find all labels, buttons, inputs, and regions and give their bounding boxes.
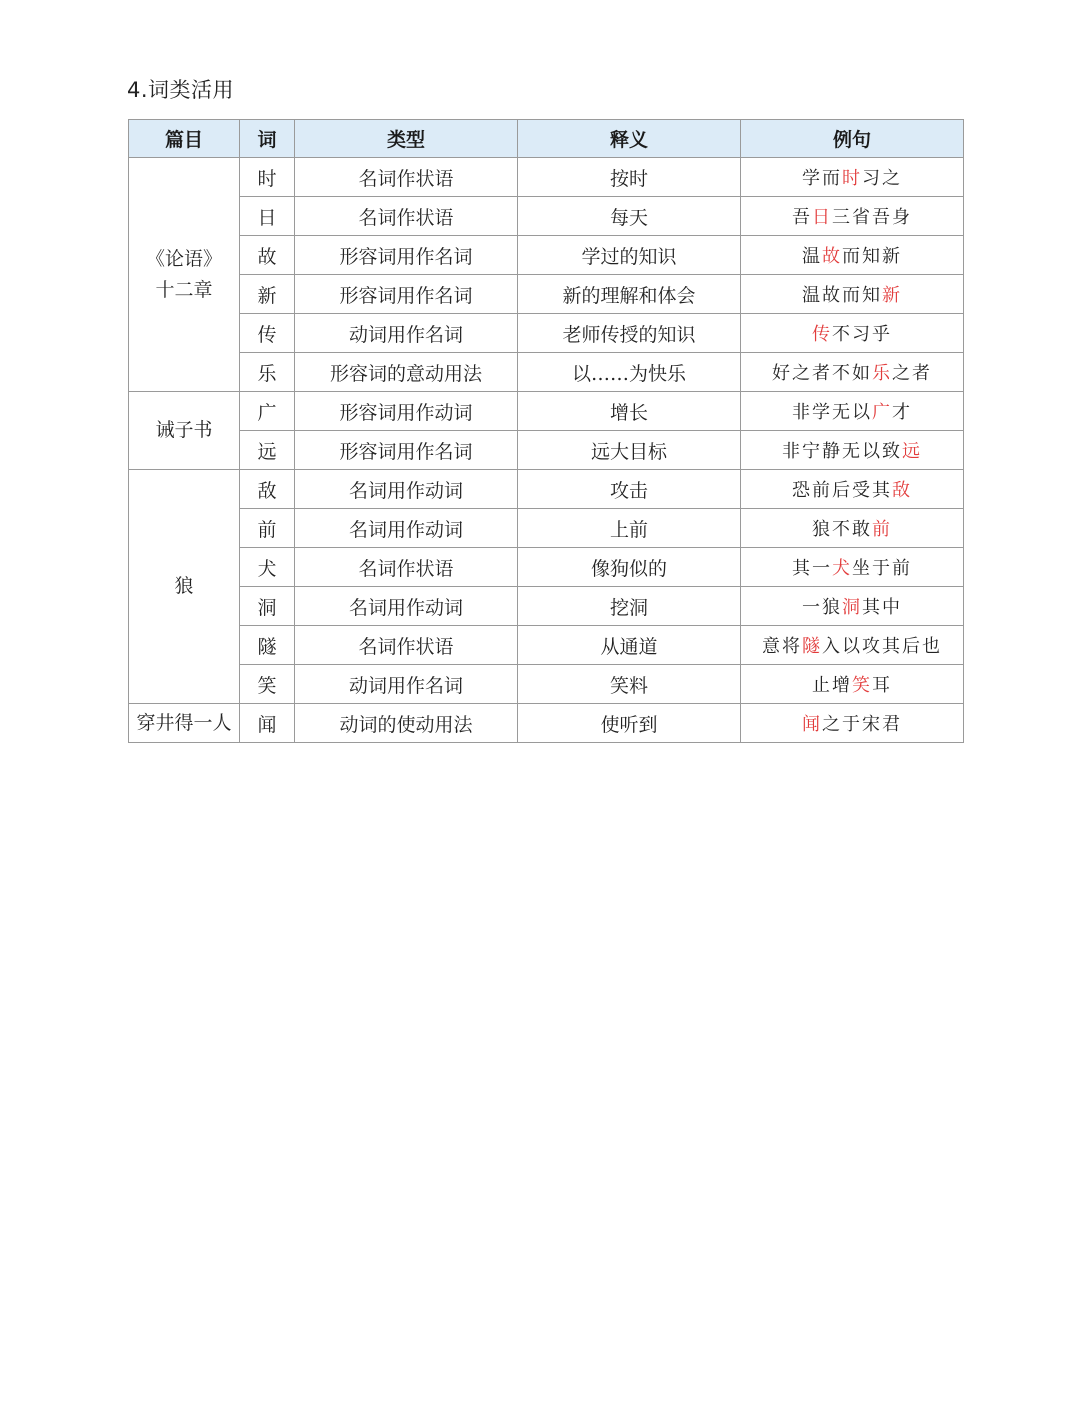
type-cell: 动词的使动用法 — [295, 704, 518, 743]
example-text-before: 狼不敢 — [812, 519, 872, 540]
type-cell: 动词用作名词 — [295, 665, 518, 704]
example-cell — [741, 548, 964, 587]
example-highlight-word: 乐 — [872, 363, 892, 384]
word-cell: 故 — [240, 236, 295, 275]
type-cell: 名词作状语 — [295, 197, 518, 236]
table-row — [129, 158, 964, 197]
example-cell — [741, 626, 964, 665]
example-text-after: 坐于前 — [852, 558, 912, 579]
type-cell: 名词作状语 — [295, 626, 518, 665]
meaning-cell: 从通道 — [518, 626, 741, 665]
example-text-after: 而知新 — [842, 246, 902, 267]
word-cell: 笑 — [240, 665, 295, 704]
example-cell — [741, 197, 964, 236]
example-text-after: 习之 — [862, 168, 902, 189]
example-highlight-word: 日 — [812, 207, 832, 228]
word-cell: 前 — [240, 509, 295, 548]
example-text-after: 其中 — [862, 597, 902, 618]
example-cell — [741, 704, 964, 743]
word-cell: 敌 — [240, 470, 295, 509]
example-text-after: 耳 — [872, 675, 892, 696]
table-row — [129, 587, 964, 626]
type-cell: 动词用作名词 — [295, 314, 518, 353]
chapter-line: 狼 — [174, 575, 194, 597]
header-word: 词 — [240, 120, 295, 158]
example-text-after: 才 — [892, 402, 912, 423]
example-text-before: 温 — [802, 246, 822, 267]
word-cell: 广 — [240, 392, 295, 431]
example-cell — [741, 509, 964, 548]
example-text-after: 之者 — [892, 363, 932, 384]
meaning-cell: 老师传授的知识 — [518, 314, 741, 353]
example-cell — [741, 470, 964, 509]
example-cell — [741, 353, 964, 392]
table-row — [129, 431, 964, 470]
table-row — [129, 626, 964, 665]
example-highlight-word: 笑 — [852, 675, 872, 696]
example-text-before: 学而 — [802, 168, 842, 189]
table-row — [129, 548, 964, 587]
example-text-after: 不习乎 — [832, 324, 892, 345]
example-text-before: 吾 — [792, 207, 812, 228]
table-row — [129, 275, 964, 314]
word-class-table — [128, 119, 964, 743]
chapter-cell — [129, 158, 240, 392]
table-row — [129, 509, 964, 548]
meaning-cell: 以……为快乐 — [518, 353, 741, 392]
word-cell: 日 — [240, 197, 295, 236]
example-highlight-word: 敌 — [892, 480, 912, 501]
table-header-row — [129, 120, 964, 158]
meaning-cell: 上前 — [518, 509, 741, 548]
table-row — [129, 197, 964, 236]
table-row — [129, 704, 964, 743]
type-cell: 名词用作动词 — [295, 587, 518, 626]
chapter-line: 十二章 — [155, 278, 213, 301]
meaning-cell: 像狗似的 — [518, 548, 741, 587]
type-cell: 名词作状语 — [295, 548, 518, 587]
example-highlight-word: 洞 — [842, 597, 862, 618]
example-text-after: 三省吾身 — [832, 207, 912, 228]
meaning-cell: 增长 — [518, 392, 741, 431]
chapter-line: 诫子书 — [155, 419, 213, 441]
example-text-before: 意将 — [762, 636, 802, 657]
example-cell — [741, 665, 964, 704]
example-cell — [741, 236, 964, 275]
word-cell: 乐 — [240, 353, 295, 392]
type-cell: 形容词用作名词 — [295, 275, 518, 314]
table-row — [129, 314, 964, 353]
example-text-before: 一狼 — [802, 597, 842, 618]
example-text-before: 温故而知 — [802, 285, 882, 306]
word-cell: 时 — [240, 158, 295, 197]
word-cell: 洞 — [240, 587, 295, 626]
type-cell: 名词作状语 — [295, 158, 518, 197]
type-cell: 形容词用作名词 — [295, 236, 518, 275]
example-cell — [741, 158, 964, 197]
header-meaning: 释义 — [518, 120, 741, 158]
example-highlight-word: 广 — [872, 402, 892, 423]
word-cell: 远 — [240, 431, 295, 470]
example-cell — [741, 392, 964, 431]
table-row — [129, 236, 964, 275]
example-text-before: 其一 — [792, 558, 832, 579]
chapter-line: 穿井得一人 — [136, 711, 232, 734]
word-cell: 新 — [240, 275, 295, 314]
type-cell: 形容词的意动用法 — [295, 353, 518, 392]
meaning-cell: 学过的知识 — [518, 236, 741, 275]
example-cell — [741, 314, 964, 353]
example-highlight-word: 隧 — [802, 636, 822, 657]
example-text-before: 非宁静无以致 — [782, 441, 902, 462]
example-highlight-word: 犬 — [832, 558, 852, 579]
type-cell: 名词用作动词 — [295, 509, 518, 548]
chapter-cell — [129, 704, 240, 743]
type-cell: 形容词用作名词 — [295, 431, 518, 470]
word-cell: 闻 — [240, 704, 295, 743]
meaning-cell: 新的理解和体会 — [518, 275, 741, 314]
meaning-cell: 每天 — [518, 197, 741, 236]
chapter-cell — [129, 392, 240, 470]
word-cell: 隧 — [240, 626, 295, 665]
header-example: 例句 — [741, 120, 964, 158]
example-highlight-word: 前 — [872, 519, 892, 540]
header-chapter: 篇目 — [129, 120, 240, 158]
meaning-cell: 远大目标 — [518, 431, 741, 470]
meaning-cell: 按时 — [518, 158, 741, 197]
example-highlight-word: 新 — [882, 285, 902, 306]
table-body — [129, 158, 964, 743]
example-highlight-word: 时 — [842, 168, 862, 189]
table-row — [129, 470, 964, 509]
table-row — [129, 392, 964, 431]
table-row — [129, 665, 964, 704]
section-heading: 4.词类活用 — [127, 78, 235, 102]
meaning-cell: 挖洞 — [518, 587, 741, 626]
example-highlight-word: 传 — [812, 324, 832, 345]
example-text-before: 恐前后受其 — [792, 480, 892, 501]
example-text-before: 非学无以 — [792, 402, 872, 423]
word-cell: 犬 — [240, 548, 295, 587]
example-text-after: 之于宋君 — [822, 714, 902, 735]
example-text-before: 止增 — [812, 675, 852, 696]
example-highlight-word: 远 — [902, 441, 922, 462]
example-cell — [741, 587, 964, 626]
example-text-before: 好之者不如 — [772, 363, 872, 384]
meaning-cell: 攻击 — [518, 470, 741, 509]
chapter-line: 《论语》 — [145, 247, 222, 270]
meaning-cell: 使听到 — [518, 704, 741, 743]
example-cell — [741, 275, 964, 314]
example-cell — [741, 431, 964, 470]
type-cell: 形容词用作动词 — [295, 392, 518, 431]
header-type: 类型 — [295, 120, 518, 158]
meaning-cell: 笑料 — [518, 665, 741, 704]
table-row — [129, 353, 964, 392]
example-highlight-word: 故 — [822, 246, 842, 267]
word-cell: 传 — [240, 314, 295, 353]
example-text-after: 入以攻其后也 — [822, 636, 942, 657]
type-cell: 名词用作动词 — [295, 470, 518, 509]
chapter-cell — [129, 470, 240, 704]
example-highlight-word: 闻 — [802, 714, 822, 735]
